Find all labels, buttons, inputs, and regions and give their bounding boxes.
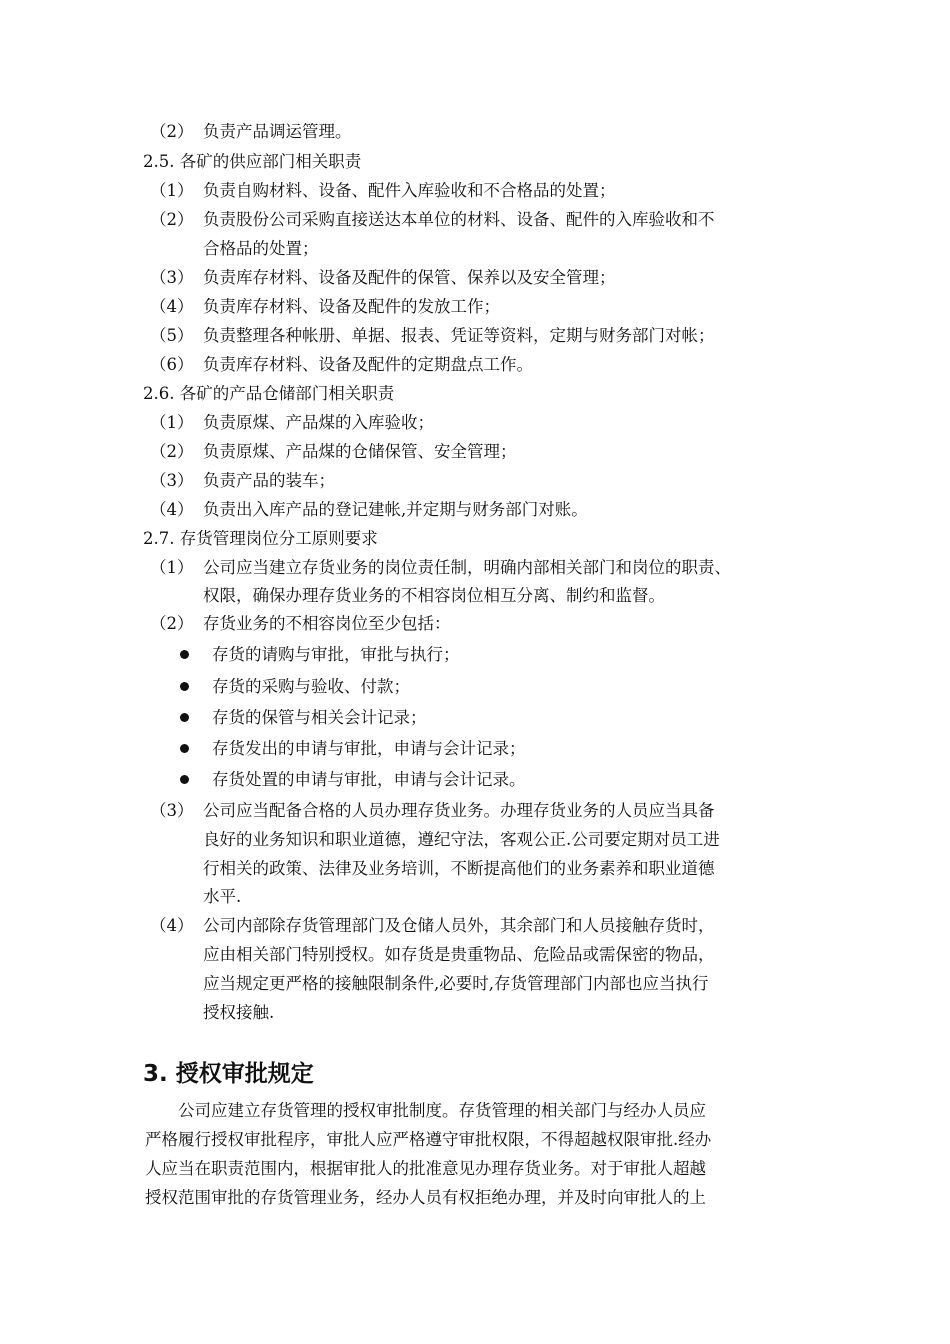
item-number: （3） (150, 268, 194, 287)
bullet-text: 存货发出的申请与审批，申请与会计记录； (212, 739, 526, 758)
item-text: 水平. (203, 887, 242, 906)
subsection-title: 2.6. 各矿的产品仓储部门相关职责 (143, 384, 395, 403)
subsection-title: 2.5. 各矿的供应部门相关职责 (143, 152, 362, 171)
item-text: 负责产品的装车； (203, 471, 335, 490)
item-number: （3） (150, 801, 194, 820)
item-number: （2） (150, 614, 194, 633)
paragraph-line: 授权范围审批的存货管理业务，经办人员有权拒绝办理，并及时向审批人的上 (145, 1188, 706, 1207)
item-number: （6） (150, 355, 194, 374)
bullet-text: 存货的请购与审批，审批与执行； (212, 645, 460, 664)
item-text: 负责库存材料、设备及配件的定期盘点工作。 (203, 355, 533, 374)
item-text: 权限，确保办理存货业务的不相容岗位相互分离、制约和监督。 (203, 586, 665, 605)
paragraph-line: 公司应建立存货管理的授权审批制度。存货管理的相关部门与经办人员应 (145, 1101, 706, 1120)
item-text: 公司应当配备合格的人员办理存货业务。办理存货业务的人员应当具备 (203, 801, 715, 820)
item-text: 存货业务的不相容岗位至少包括： (203, 614, 451, 633)
bullet-icon (180, 650, 189, 659)
item-text: 公司内部除存货管理部门及仓储人员外，其余部门和人员接触存货时， (203, 916, 715, 935)
item-number: （4） (150, 500, 194, 519)
item-number: （1） (150, 413, 194, 432)
item-text: 应由相关部门特别授权。如存货是贵重物品、危险品或需保密的物品， (203, 945, 715, 964)
item-text: 负责股份公司采购直接送达本单位的材料、设备、配件的入库验收和不 (203, 210, 715, 229)
paragraph-line: 严格履行授权审批程序，审批人应严格遵守审批权限，不得超越权限审批.经办 (145, 1130, 712, 1149)
item-text: 负责原煤、产品煤的入库验收； (203, 413, 434, 432)
item-number: （2） (150, 122, 194, 141)
item-text: 公司应当建立存货业务的岗位责任制，明确内部相关部门和岗位的职责、 (203, 558, 731, 577)
item-number: （1） (150, 181, 194, 200)
bullet-text: 存货的采购与验收、付款； (212, 677, 410, 696)
item-text: 负责出入库产品的登记建帐,并定期与财务部门对账。 (203, 500, 588, 519)
bullet-text: 存货的保管与相关会计记录； (212, 708, 427, 727)
bullet-icon (180, 775, 189, 784)
item-text: 负责库存材料、设备及配件的保管、保养以及安全管理； (203, 268, 616, 287)
item-number: （4） (150, 916, 194, 935)
bullet-icon (180, 744, 189, 753)
item-text: 良好的业务知识和职业道德，遵纪守法，客观公正.公司要定期对员工进 (203, 830, 720, 849)
item-text: 负责自购材料、设备、配件入库验收和不合格品的处置； (203, 181, 616, 200)
item-text: 合格品的处置； (203, 239, 319, 258)
item-number: （4） (150, 297, 194, 316)
item-number: （2） (150, 210, 194, 229)
item-text: 负责库存材料、设备及配件的发放工作； (203, 297, 500, 316)
item-text: 负责原煤、产品煤的仓储保管、安全管理； (203, 442, 517, 461)
bullet-icon (180, 713, 189, 722)
item-number: （3） (150, 471, 194, 490)
item-text: 行相关的政策、法律及业务培训，不断提高他们的业务素养和职业道德 (203, 859, 715, 878)
section-heading: 3. 授权审批规定 (143, 1061, 314, 1087)
item-text: 负责整理各种帐册、单据、报表、凭证等资料，定期与财务部门对帐； (203, 326, 715, 345)
bullet-text: 存货处置的申请与审批，申请与会计记录。 (212, 770, 526, 789)
item-text: 授权接触. (203, 1003, 275, 1022)
item-text: 应当规定更严格的接触限制条件,必要时,存货管理部门内部也应当执行 (203, 974, 709, 993)
item-number: （1） (150, 558, 194, 577)
subsection-title: 2.7. 存货管理岗位分工原则要求 (143, 529, 378, 548)
paragraph-line: 人应当在职责范围内，根据审批人的批准意见办理存货业务。对于审批人超越 (145, 1159, 706, 1178)
item-number: （5） (150, 326, 194, 345)
item-text: 负责产品调运管理。 (203, 122, 352, 141)
bullet-icon (180, 682, 189, 691)
item-number: （2） (150, 442, 194, 461)
